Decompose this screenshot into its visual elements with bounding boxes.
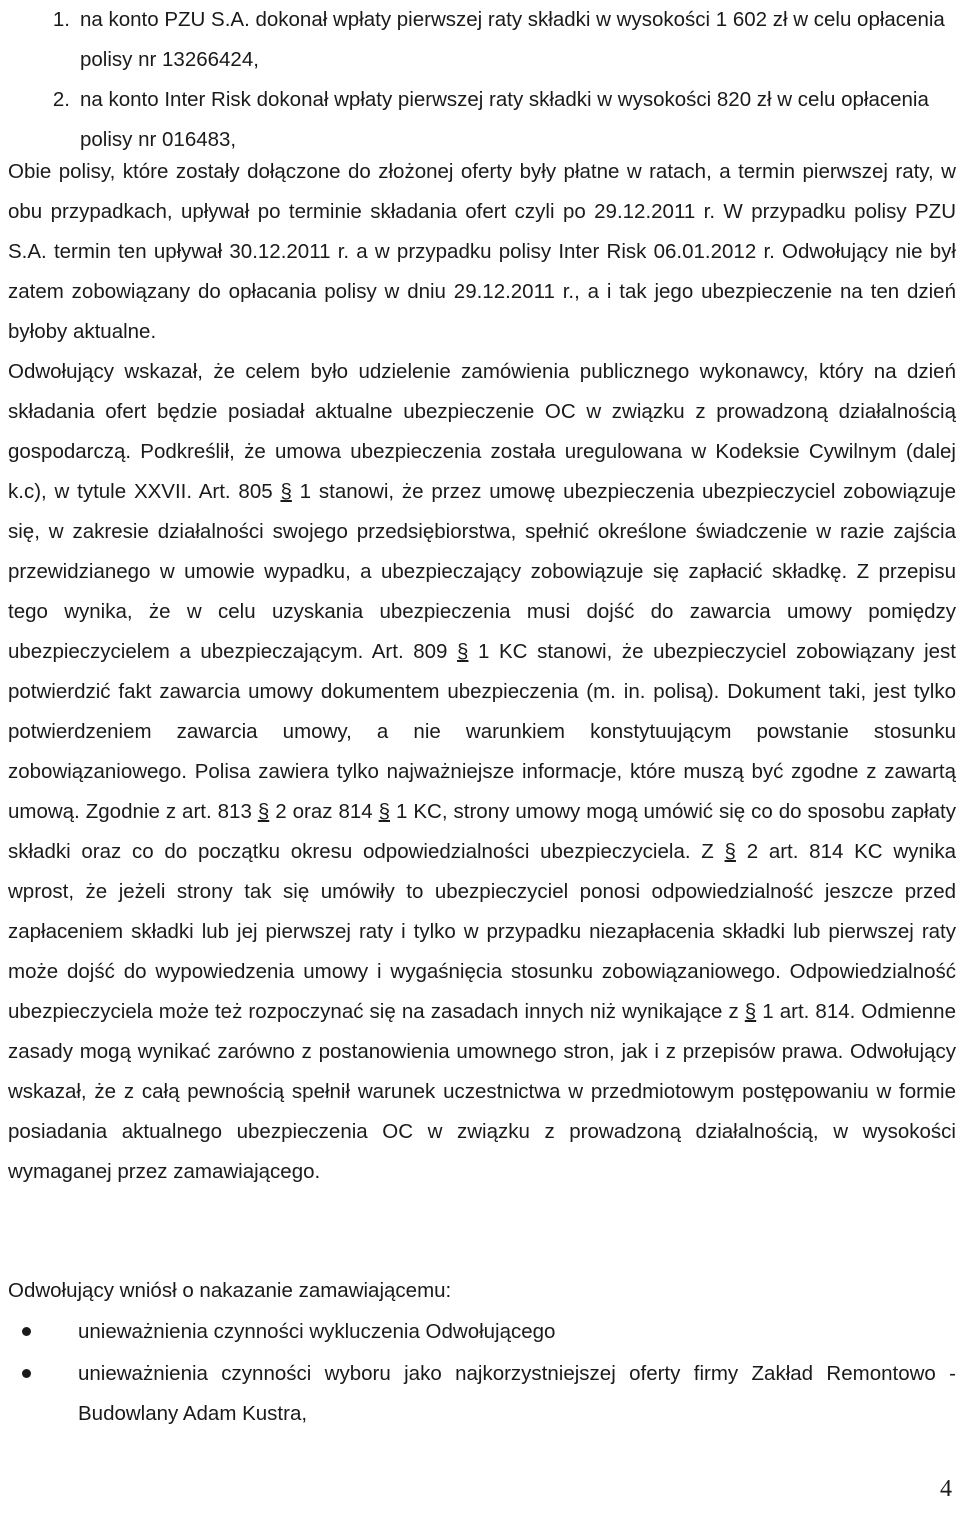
paragraph-text: 1 KC stanowi, że ubezpieczyciel zobowiązany jest potwierdzić fakt zawarcia umowy dokumentem ubezpieczenia (m. in. polisą). Dokument taki, jest tylko potwierdzeniem zawarcia umowy, a nie warunkiem konstytuującym powstanie stosunku zobowiązaniowego. Polisa zawiera tylko najważniejsze informacje, które muszą być zgodne z zawartą umową. Zgodnie z art. 813	[8, 640, 956, 823]
numbered-list	[0, 0, 960, 160]
paragraph-text: 2 oraz 814	[269, 800, 379, 823]
page-number: 4	[940, 1476, 952, 1502]
paragraph-argument	[8, 352, 956, 1192]
paragraph-requests-intro: Odwołujący wniósł o nakazanie zamawiającemu:	[8, 1279, 452, 1302]
list-item-number: 1.	[52, 8, 70, 31]
section-sign: §	[724, 840, 736, 863]
bullet-list	[0, 1312, 960, 1434]
bullet-item	[0, 1312, 960, 1352]
list-item	[0, 0, 960, 80]
section-sign: §	[280, 480, 292, 503]
section-sign: §	[744, 1000, 757, 1023]
bullet-text: unieważnienia czynności wyboru jako najkorzystniejszej oferty firmy Zakład Remontowo - Budowlany Adam Kustra,	[78, 1362, 956, 1425]
list-item-text: na konto PZU S.A. dokonał wpłaty pierwszej raty składki w wysokości 1 602 zł w celu opłacenia polisy nr 13266424,	[80, 8, 945, 71]
list-item-number: 2.	[52, 88, 70, 111]
section-sign: §	[457, 640, 469, 663]
bullet-item	[0, 1354, 960, 1434]
paragraph-text: 2 art. 814 KC wynika wprost, że jeżeli strony tak się umówiły to ubezpieczyciel ponosi odpowiedzialność jeszcze przed zapłaceniem składki lub jej pierwszej raty i tylko w przypadku niezapłacenia składki lub pierwszej raty może dojść do wypowiedzenia umowy i wygaśnięcia stosunku zobowiązaniowego. Odpowiedzialność ubezpieczyciela może też rozpoczynać się na zasadach innych niż wynikające z	[8, 840, 957, 1023]
list-item	[0, 80, 960, 160]
paragraph-text: 1 art. 814. Odmienne zasady mogą wynikać zarówno z postanowienia umownego stron, jak i z przepisów prawa. Odwołujący wskazał, że z całą pewnością spełnił warunek uczestnictwa w przedmiotowym postępowaniu w formie posiadania aktualnego ubezpieczenia OC w związku z prowadzoną działalnością, w wysokości wymaganej przez zamawiającego.	[8, 1000, 956, 1183]
bullet-icon	[22, 1369, 31, 1378]
section-sign: §	[378, 800, 391, 823]
bullet-text: unieważnienia czynności wykluczenia Odwołującego	[78, 1320, 556, 1343]
list-item-text: na konto Inter Risk dokonał wpłaty pierwszej raty składki w wysokości 820 zł w celu opłacenia polisy nr 016483,	[80, 88, 929, 151]
paragraph-policies: Obie polisy, które zostały dołączone do złożonej oferty były płatne w ratach, a termin pierwszej raty, w obu przypadkach, upływał po terminie składania ofert czyli po 29.12.2011 r. W przypadku polisy PZU S.A. termin ten upływał 30.12.2011 r. a w przypadku polisy Inter Risk 06.01.2012 r. Odwołujący nie był zatem zobowiązany do opłacania polisy w dniu 29.12.2011 r., a i tak jego ubezpieczenie na ten dzień byłoby aktualne.	[8, 160, 956, 343]
section-sign: §	[257, 800, 270, 823]
paragraph-text: 1 stanowi, że przez umowę ubezpieczenia ubezpieczyciel zobowiązuje się, w zakresie działalności swojego przedsiębiorstwa, spełnić określone świadczenie w razie zajścia przewidzianego w umowie wypadku, a ubezpieczający zobowiązuje się zapłacić składkę. Z przepisu tego wynika, że w celu uzyskania ubezpieczenia musi dojść do zawarcia umowy pomiędzy ubezpieczycielem a ubezpieczającym. Art. 809	[8, 480, 957, 663]
paragraph-text: 1 KC, strony umowy mogą umówić się co do sposobu zapłaty składki oraz co do początku okresu odpowiedzialności ubezpieczyciela. Z	[8, 800, 956, 863]
paragraph-text: Odwołujący wskazał, że celem było udzielenie zamówienia publicznego wykonawcy, który na dzień składania ofert będzie posiadał aktualne ubezpieczenie OC w związku z prowadzoną działalnością gospodarczą. Podkreślił, że umowa ubezpieczenia została uregulowana w Kodeksie Cywilnym (dalej k.c), w tytule XXVII. Art. 805	[8, 360, 956, 503]
bullet-icon	[22, 1327, 31, 1336]
